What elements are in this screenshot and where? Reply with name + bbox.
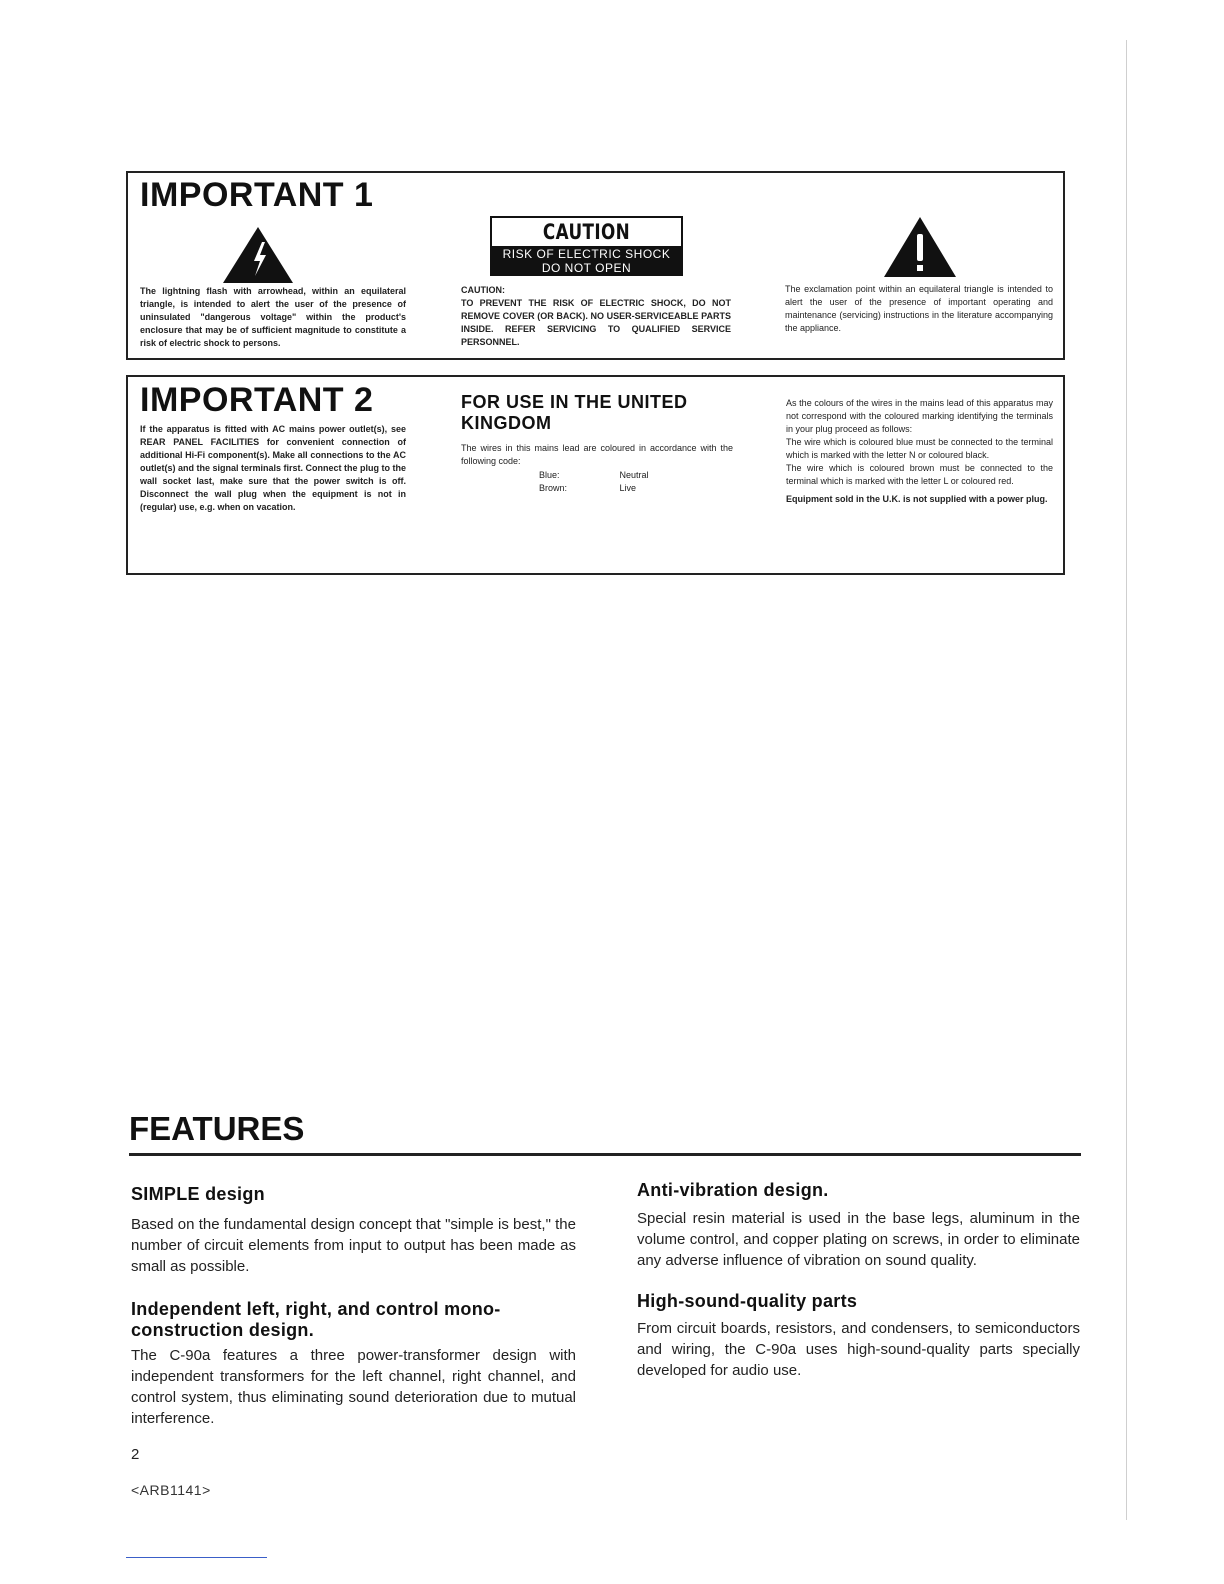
caution-sublabel	[492, 246, 681, 274]
wires-blue: The wire which is coloured blue must be connected to the terminal which is marked with the letter N or coloured black.	[786, 437, 1053, 460]
document-code: <ARB1141>	[131, 1482, 211, 1498]
feature-text: The C-90a features a three power-transformer design with independent transformers for the left channel, right channel, and control system, thus eliminating sound deterioration due to mutual interference.	[131, 1347, 576, 1427]
important-1-title: IMPORTANT 1	[140, 176, 374, 214]
wire-colour: Blue:	[539, 470, 560, 480]
feature-text: From circuit boards, resistors, and condensers, to semiconductors and wiring, the C-90a uses high-sound-quality parts specially developed for audio use.	[637, 1320, 1080, 1379]
feature-heading: Independent left, right, and control mono-construction design.	[131, 1299, 501, 1340]
wires-intro: As the colours of the wires in the mains lead of this apparatus may not correspond with the coloured marking identifying the terminals in your plug proceed as follows:	[786, 398, 1053, 434]
wire-colour: Brown:	[539, 483, 568, 493]
wire-code-table	[461, 469, 733, 495]
caution-line-2: DO NOT OPEN	[541, 261, 632, 275]
wire-code-row	[461, 482, 733, 495]
features-divider	[129, 1153, 1081, 1156]
wires-section	[786, 397, 1053, 506]
features-title: FEATURES	[129, 1110, 305, 1147]
lightning-warning-icon	[222, 226, 294, 284]
caution-instructions: TO PREVENT THE RISK OF ELECTRIC SHOCK, DO NOT REMOVE COVER (OR BACK). NO USER-SERVICEABLE PARTS INSIDE. REFER SERVICING TO QUALIFIED SERVICE PERSONNEL.	[461, 298, 731, 347]
feature-text: Based on the fundamental design concept that "simple is best," the number of circuit elements from input to output has been made as small as possible.	[131, 1216, 576, 1275]
wire-meaning: Neutral	[619, 470, 649, 480]
caution-text-block	[461, 284, 731, 349]
important-2-title: IMPORTANT 2	[140, 381, 374, 419]
uk-title: FOR USE IN THE UNITED KINGDOM	[461, 392, 688, 433]
features-left-column	[131, 1184, 576, 1429]
wires-note: Equipment sold in the U.K. is not supplied with a power plug.	[786, 494, 1048, 504]
feature-item	[131, 1184, 576, 1277]
feature-item	[637, 1180, 1080, 1271]
lightning-description: The lightning flash with arrowhead, within an equilateral triangle, is intended to alert the user of the presence of uninsulated "dangerous voltage" within the product's enclosure that may be of sufficient magnitude to constitute a risk of electric shock to persons.	[140, 286, 406, 348]
wires-brown: The wire which is coloured brown must be connected to the terminal which is marked with the letter L or coloured red.	[786, 463, 1053, 486]
feature-text: Special resin material is used in the base legs, aluminum in the volume control, and copper plating on screws, in order to eliminate any adverse influence of vibration on sound quality.	[637, 1210, 1080, 1269]
page-edge-rule	[1126, 40, 1127, 1520]
outlet-description: If the apparatus is fitted with AC mains power outlet(s), see REAR PANEL FACILITIES for convenient connection of additional Hi-Fi component(s). Make all connections to the AC outlet(s) and the signal terminals first. Connect the plug to the wall socket last, make sure that the power switch is off. Disconnect the wall plug when the equipment is not in (regular) use, e.g. when on vacation.	[140, 424, 407, 512]
wire-meaning: Live	[619, 483, 637, 493]
uk-section	[461, 392, 733, 495]
feature-heading: Anti-vibration design.	[637, 1180, 829, 1200]
feature-item	[131, 1299, 576, 1429]
feature-item	[637, 1291, 1080, 1381]
uk-intro: The wires in this mains lead are coloured in accordance with the following code:	[461, 443, 733, 466]
feature-heading: SIMPLE design	[131, 1184, 265, 1204]
features-right-column	[637, 1180, 1080, 1381]
caution-line-1: RISK OF ELECTRIC SHOCK	[502, 247, 671, 261]
bottom-rule	[126, 1557, 267, 1558]
exclamation-warning-icon	[883, 216, 957, 278]
page-number: 2	[131, 1446, 140, 1463]
wire-code-row	[461, 469, 733, 482]
caution-label: CAUTION	[511, 218, 662, 246]
caution-heading: CAUTION:	[461, 285, 505, 295]
feature-heading: High-sound-quality parts	[637, 1291, 858, 1311]
caution-label-box	[490, 216, 683, 276]
exclamation-description: The exclamation point within an equilateral triangle is intended to alert the user of the presence of important operating and maintenance (servicing) instructions in the literature accompanying the appliance.	[785, 284, 1053, 333]
